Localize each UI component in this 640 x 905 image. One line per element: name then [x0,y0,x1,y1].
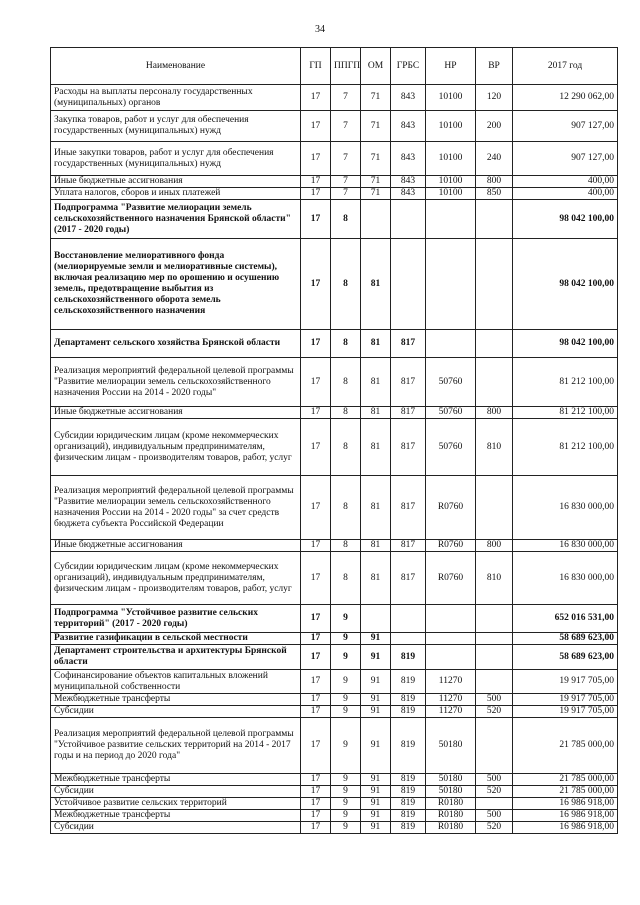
cell-amount: 21 785 000,00 [513,774,618,786]
cell-vr [476,718,513,774]
cell-amount: 907 127,00 [513,142,618,176]
cell-om: 91 [361,706,391,718]
table-row [51,633,618,645]
cell-nr [426,605,476,633]
cell-vr [476,645,513,670]
cell-name: Закупка товаров, работ и услуг для обеспечения государственных (муниципальных) нужд [51,111,301,142]
cell-ppgp: 8 [331,552,361,605]
cell-amount: 98 042 100,00 [513,330,618,358]
cell-nr: 10100 [426,188,476,200]
cell-amount: 652 016 531,00 [513,605,618,633]
cell-om: 81 [361,330,391,358]
table-row [51,330,618,358]
cell-gp: 17 [301,633,331,645]
cell-om: 91 [361,633,391,645]
cell-grbs: 817 [391,407,426,419]
cell-gp: 17 [301,718,331,774]
column-header-vr: ВР [476,48,513,85]
cell-amount: 16 830 000,00 [513,476,618,540]
table-row [51,706,618,718]
cell-vr [476,239,513,330]
cell-grbs: 843 [391,142,426,176]
column-header-grbs: ГРБС [391,48,426,85]
cell-vr: 850 [476,188,513,200]
cell-name: Субсидии [51,822,301,834]
cell-amount: 12 290 062,00 [513,85,618,111]
cell-gp: 17 [301,810,331,822]
cell-om: 81 [361,476,391,540]
cell-grbs: 819 [391,810,426,822]
table-row [51,358,618,407]
table-row [51,200,618,239]
cell-om: 71 [361,142,391,176]
cell-nr: 10100 [426,142,476,176]
cell-name: Иные бюджетные ассигнования [51,540,301,552]
cell-gp: 17 [301,552,331,605]
cell-gp: 17 [301,239,331,330]
cell-gp: 17 [301,142,331,176]
table-row [51,476,618,540]
cell-om: 91 [361,822,391,834]
cell-gp: 17 [301,330,331,358]
cell-ppgp: 9 [331,694,361,706]
cell-ppgp: 8 [331,476,361,540]
cell-gp: 17 [301,358,331,407]
cell-grbs [391,605,426,633]
cell-gp: 17 [301,111,331,142]
cell-name: Реализация мероприятий федеральной целевой программы "Развитие мелиорации земель сельскохозяйственного назначения России на 2014 - 2020 годы" за счет средств бюджета субъекта Российской Федерации [51,476,301,540]
cell-vr: 500 [476,774,513,786]
cell-grbs: 817 [391,552,426,605]
cell-name: Развитие газификации в сельской местности [51,633,301,645]
cell-amount: 98 042 100,00 [513,200,618,239]
table-row [51,188,618,200]
cell-amount: 21 785 000,00 [513,786,618,798]
cell-ppgp: 9 [331,645,361,670]
cell-gp: 17 [301,540,331,552]
table-row [51,786,618,798]
cell-grbs [391,239,426,330]
cell-vr: 800 [476,407,513,419]
cell-om: 91 [361,718,391,774]
cell-name: Иные закупки товаров, работ и услуг для обеспечения государственных (муниципальных) нужд [51,142,301,176]
table-row [51,718,618,774]
cell-grbs: 843 [391,111,426,142]
table-row [51,798,618,810]
cell-grbs: 819 [391,798,426,810]
cell-grbs: 819 [391,706,426,718]
column-header-ppgp: ППГП [331,48,361,85]
cell-name: Субсидии [51,706,301,718]
cell-vr: 800 [476,540,513,552]
cell-ppgp: 9 [331,718,361,774]
cell-nr: R0180 [426,822,476,834]
cell-vr: 810 [476,419,513,476]
cell-name: Субсидии юридическим лицам (кроме некоммерческих организаций), индивидуальным предпринимателям, физическим лицам - производителям товаров, работ, услуг [51,419,301,476]
cell-vr: 500 [476,810,513,822]
cell-ppgp: 9 [331,810,361,822]
cell-om: 71 [361,85,391,111]
cell-name: Расходы на выплаты персоналу государственных (муниципальных) органов [51,85,301,111]
cell-grbs: 817 [391,358,426,407]
cell-amount: 58 689 623,00 [513,633,618,645]
cell-nr: 50760 [426,358,476,407]
cell-om: 91 [361,645,391,670]
cell-om: 81 [361,358,391,407]
cell-ppgp: 7 [331,85,361,111]
table-row [51,111,618,142]
cell-ppgp: 8 [331,540,361,552]
cell-vr: 200 [476,111,513,142]
table-row [51,142,618,176]
column-header-nr: НР [426,48,476,85]
cell-om: 71 [361,176,391,188]
cell-vr [476,670,513,694]
cell-name: Реализация мероприятий федеральной целевой программы "Устойчивое развитие сельских территорий на 2014 - 2017 годы и на период до 2020 года" [51,718,301,774]
cell-ppgp: 9 [331,822,361,834]
cell-om: 91 [361,694,391,706]
cell-vr: 520 [476,706,513,718]
cell-grbs: 817 [391,476,426,540]
cell-grbs: 843 [391,176,426,188]
cell-om: 91 [361,670,391,694]
cell-name: Подпрограмма "Устойчивое развитие сельских территорий" (2017 - 2020 годы) [51,605,301,633]
cell-grbs: 819 [391,786,426,798]
cell-gp: 17 [301,670,331,694]
cell-amount: 400,00 [513,188,618,200]
cell-name: Реализация мероприятий федеральной целевой программы "Развитие мелиорации земель сельскохозяйственного назначения России на 2014 - 2020 годы" [51,358,301,407]
cell-vr: 120 [476,85,513,111]
cell-grbs: 819 [391,694,426,706]
cell-grbs: 819 [391,718,426,774]
cell-name: Восстановление мелиоративного фонда (мелиорируемые земли и мелиоративные системы), включая реализацию мер по орошению и осушению земель, предотвращение выбытия из сельскохозяйственного оборота земель сельскохозяйственного назначения [51,239,301,330]
cell-vr: 520 [476,822,513,834]
cell-ppgp: 8 [331,419,361,476]
cell-amount: 16 830 000,00 [513,552,618,605]
cell-grbs: 817 [391,540,426,552]
cell-name: Устойчивое развитие сельских территорий [51,798,301,810]
cell-name: Департамент сельского хозяйства Брянской области [51,330,301,358]
cell-grbs: 817 [391,330,426,358]
cell-gp: 17 [301,645,331,670]
cell-ppgp: 7 [331,142,361,176]
cell-gp: 17 [301,407,331,419]
cell-ppgp: 9 [331,774,361,786]
cell-name: Департамент строительства и архитектуры Брянской области [51,645,301,670]
cell-name: Межбюджетные трансферты [51,694,301,706]
cell-amount: 16 986 918,00 [513,810,618,822]
cell-nr: 10100 [426,176,476,188]
cell-vr [476,358,513,407]
cell-om: 91 [361,798,391,810]
cell-vr: 240 [476,142,513,176]
cell-om: 81 [361,540,391,552]
cell-gp: 17 [301,822,331,834]
budget-table [50,47,618,834]
cell-vr [476,476,513,540]
cell-om: 91 [361,810,391,822]
cell-gp: 17 [301,706,331,718]
cell-nr: R0180 [426,798,476,810]
table-row [51,810,618,822]
cell-om: 71 [361,188,391,200]
cell-amount: 16 830 000,00 [513,540,618,552]
cell-amount: 81 212 100,00 [513,407,618,419]
cell-gp: 17 [301,200,331,239]
cell-gp: 17 [301,798,331,810]
cell-vr: 810 [476,552,513,605]
cell-gp: 17 [301,419,331,476]
cell-gp: 17 [301,85,331,111]
cell-amount: 19 917 705,00 [513,694,618,706]
cell-amount: 16 986 918,00 [513,822,618,834]
cell-nr: 11270 [426,670,476,694]
cell-vr: 520 [476,786,513,798]
cell-om: 81 [361,552,391,605]
cell-amount: 21 785 000,00 [513,718,618,774]
cell-om [361,200,391,239]
cell-om: 91 [361,774,391,786]
table-row [51,645,618,670]
cell-ppgp: 9 [331,706,361,718]
cell-nr: 11270 [426,694,476,706]
cell-vr: 500 [476,694,513,706]
cell-nr [426,330,476,358]
table-row [51,176,618,188]
cell-amount: 58 689 623,00 [513,645,618,670]
cell-name: Уплата налогов, сборов и иных платежей [51,188,301,200]
cell-amount: 98 042 100,00 [513,239,618,330]
cell-ppgp: 9 [331,605,361,633]
cell-amount: 81 212 100,00 [513,419,618,476]
cell-grbs: 843 [391,188,426,200]
table-row [51,239,618,330]
cell-grbs: 819 [391,670,426,694]
cell-nr: 50180 [426,774,476,786]
table-row [51,822,618,834]
cell-nr [426,239,476,330]
table-row [51,419,618,476]
cell-name: Иные бюджетные ассигнования [51,407,301,419]
cell-name: Софинансирование объектов капитальных вложений муниципальной собственности [51,670,301,694]
page-number: 34 [315,24,325,35]
cell-name: Субсидии юридическим лицам (кроме некоммерческих организаций), индивидуальным предпринимателям, физическим лицам - производителям товаров, работ, услуг [51,552,301,605]
table-row [51,552,618,605]
cell-ppgp: 8 [331,358,361,407]
cell-amount: 16 986 918,00 [513,798,618,810]
cell-grbs [391,633,426,645]
cell-amount: 81 212 100,00 [513,358,618,407]
cell-ppgp: 8 [331,330,361,358]
cell-vr [476,200,513,239]
cell-ppgp: 7 [331,176,361,188]
cell-nr: R0180 [426,810,476,822]
cell-name: Межбюджетные трансферты [51,774,301,786]
cell-om [361,605,391,633]
cell-ppgp: 7 [331,111,361,142]
cell-om: 81 [361,407,391,419]
cell-amount: 400,00 [513,176,618,188]
cell-nr: 50760 [426,419,476,476]
cell-grbs: 819 [391,822,426,834]
cell-ppgp: 9 [331,633,361,645]
column-header-name: Наименование [51,48,301,85]
cell-name: Межбюджетные трансферты [51,810,301,822]
cell-nr: 10100 [426,85,476,111]
cell-ppgp: 9 [331,786,361,798]
cell-om: 81 [361,239,391,330]
cell-ppgp: 8 [331,200,361,239]
cell-nr: R0760 [426,540,476,552]
cell-amount: 19 917 705,00 [513,706,618,718]
table-row [51,540,618,552]
cell-grbs [391,200,426,239]
cell-gp: 17 [301,774,331,786]
cell-ppgp: 9 [331,670,361,694]
cell-amount: 907 127,00 [513,111,618,142]
cell-vr [476,330,513,358]
cell-nr: 50180 [426,786,476,798]
cell-grbs: 817 [391,419,426,476]
cell-gp: 17 [301,188,331,200]
cell-vr [476,798,513,810]
cell-vr [476,633,513,645]
cell-amount: 19 917 705,00 [513,670,618,694]
table-header-row [51,48,618,85]
cell-gp: 17 [301,694,331,706]
cell-nr: R0760 [426,552,476,605]
cell-om: 71 [361,111,391,142]
cell-ppgp: 9 [331,798,361,810]
column-header-om: ОМ [361,48,391,85]
table-row [51,605,618,633]
cell-om: 81 [361,419,391,476]
cell-name: Иные бюджетные ассигнования [51,176,301,188]
cell-nr [426,200,476,239]
cell-gp: 17 [301,176,331,188]
cell-nr: 10100 [426,111,476,142]
cell-om: 91 [361,786,391,798]
table-row [51,670,618,694]
cell-ppgp: 8 [331,239,361,330]
cell-grbs: 843 [391,85,426,111]
cell-nr [426,633,476,645]
table-row [51,85,618,111]
cell-name: Субсидии [51,786,301,798]
cell-ppgp: 7 [331,188,361,200]
column-header-year: 2017 год [513,48,618,85]
cell-nr: 11270 [426,706,476,718]
cell-nr: R0760 [426,476,476,540]
cell-name: Подпрограмма "Развитие мелиорации земель сельскохозяйственного назначения Брянской области" (2017 - 2020 годы) [51,200,301,239]
cell-vr: 800 [476,176,513,188]
cell-gp: 17 [301,786,331,798]
column-header-gp: ГП [301,48,331,85]
table-row [51,774,618,786]
table-row [51,694,618,706]
cell-gp: 17 [301,476,331,540]
cell-nr: 50180 [426,718,476,774]
cell-nr: 50760 [426,407,476,419]
cell-vr [476,605,513,633]
cell-ppgp: 8 [331,407,361,419]
cell-grbs: 819 [391,774,426,786]
table-row [51,407,618,419]
table-body [51,85,618,834]
cell-nr [426,645,476,670]
cell-gp: 17 [301,605,331,633]
cell-grbs: 819 [391,645,426,670]
